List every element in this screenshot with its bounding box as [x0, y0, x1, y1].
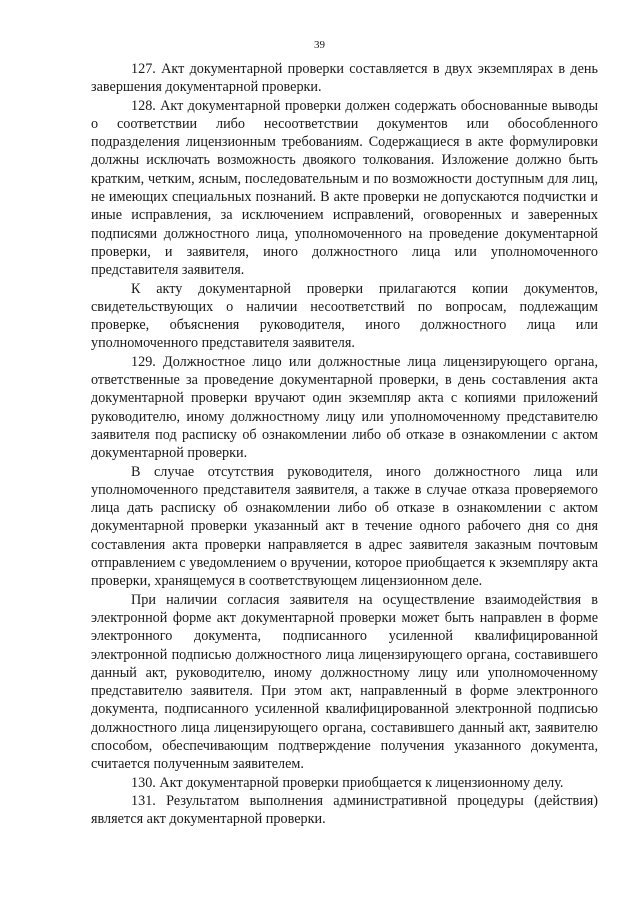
paragraph-127: 127. Акт документарной проверки составляется в двух экземплярах в день завершения документарной проверки.: [91, 61, 598, 96]
paragraph-131: 131. Результатом выполнения административной процедуры (действия) является акт документарной проверки.: [91, 792, 598, 828]
paragraph-129: 129. Должностное лицо или должностные лица лицензирующего органа, ответственные за проведение документарной проверки, в день составления акта документарной проверки вручают один экземпляр акта с копиями приложений руководителю, иному должностному лицу или уполномоченному представителю заявителя под расписку об ознакомлении либо об отказе в ознакомлении с актом документарной проверки.: [91, 353, 598, 462]
paragraph-128: 128. Акт документарной проверки должен содержать обоснованные выводы о соответствии либо несоответствии документов или обособленного подразделения лицензионным требованиям. Содержащиеся в акте формулировки должны исключать возможность двоякого толкования. Изложение должно быть кратким, четким, ясным, последовательным и по возможности доступным для лиц, не имеющих специальных познаний. В акте проверки не допускаются подчистки и иные исправления, за исключением исправлений, оговоренных и заверенных подписями должностного лица, уполномоченного на проведение документарной проверки, и заявителя, иного должностного лица или уполномоченного представителя заявителя.: [91, 97, 598, 279]
paragraph-128-attachments: К акту документарной проверки прилагаются копии документов, свидетельствующих о наличии несоответствий по вопросам, подлежащим проверке, объяснения руководителя, иного должностного лица или уполномоченного представителя заявителя.: [91, 280, 598, 352]
paragraph-130: 130. Акт документарной проверки приобщается к лицензионному делу.: [131, 774, 564, 791]
paragraph-129-absence: В случае отсутствия руководителя, иного должностного лица или уполномоченного представителя заявителя, а также в случае отказа проверяемого лица дать расписку об ознакомлении либо об отказе в ознакомлении с актом документарной проверки указанный акт в течение одного рабочего дня со дня составления акта проверки направляется в адрес заявителя заказным почтовым отправлением с уведомлением о вручении, которое приобщается к экземпляру акта проверки, хранящемуся в соответствующем лицензионном деле.: [91, 463, 598, 590]
paragraph-129-electronic: При наличии согласия заявителя на осуществление взаимодействия в электронной форме акт документарной проверки может быть направлен в форме электронного документа, подписанного усиленной квалифицированной электронной подписью должностного лица лицензирующего органа, составившего данный акт, руководителю, иному должностному лицу или уполномоченному представителю заявителя. При этом акт, направленный в форме электронного документа, подписанного усиленной квалифицированной электронной подписью должностного лица лицензирующего органа, составившего данный акт, заявителю способом, обеспечивающим подтверждение получения указанного документа, считается полученным заявителем.: [91, 591, 598, 773]
page-number: 39: [314, 39, 325, 51]
document-body: [91, 60, 598, 828]
